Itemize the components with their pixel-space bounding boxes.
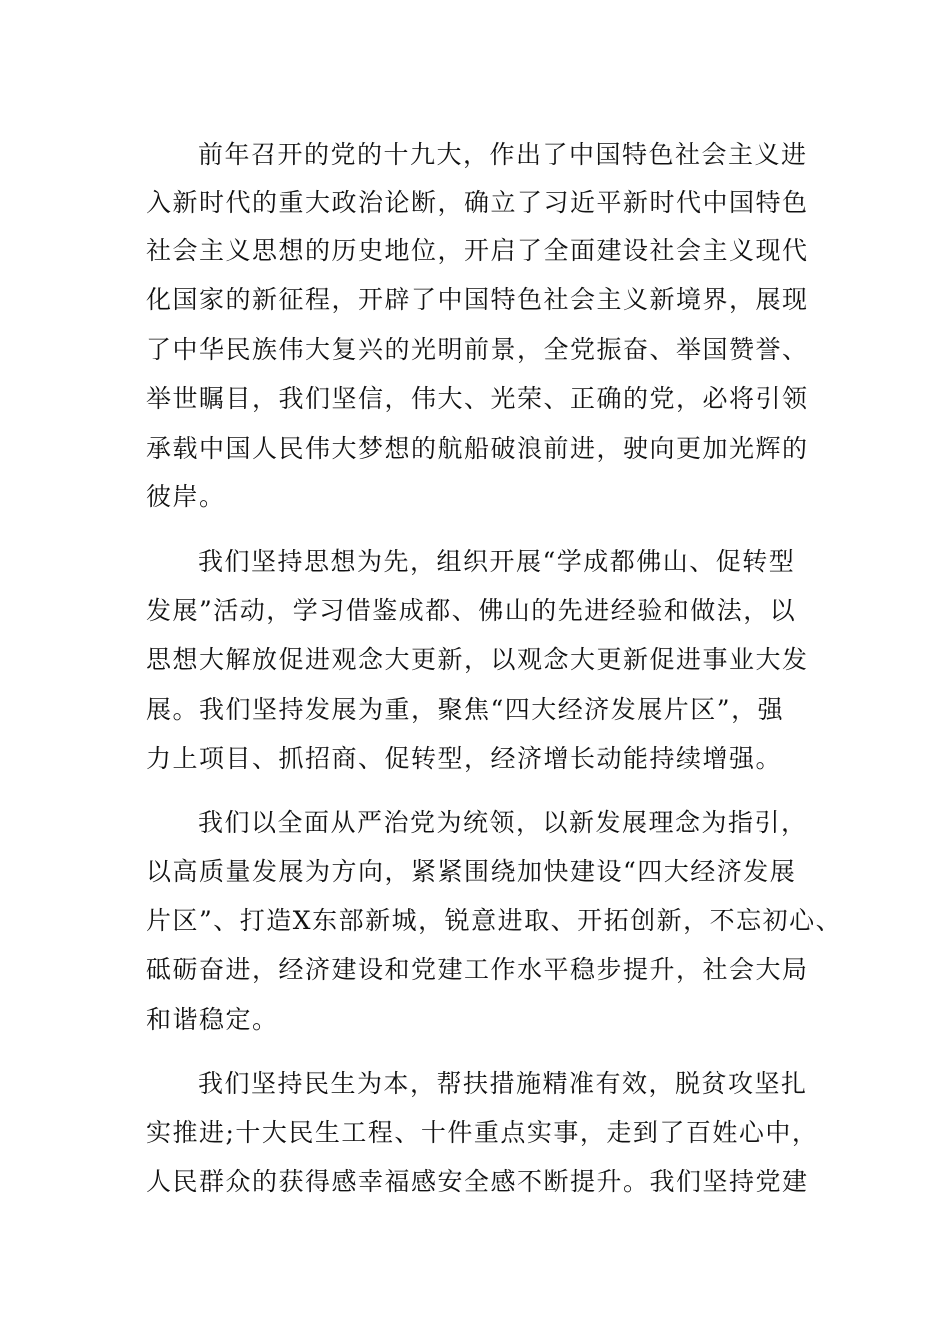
- text-line: 人民群众的获得感幸福感安全感不断提升。我们坚持党建: [146, 1167, 809, 1196]
- text-line: 社会主义思想的历史地位，开启了全面建设社会主义现代: [146, 236, 809, 265]
- text-line: 前年召开的党的十九大，作出了中国特色社会主义进: [198, 140, 808, 169]
- text-line: 实推进;十大民生工程、十件重点实事，走到了百姓心中，: [146, 1118, 819, 1147]
- text-line: 我们以全面从严治党为统领，以新发展理念为指引，: [198, 808, 808, 837]
- text-line: 力上项目、抓招商、促转型，经济增长动能持续增强。: [146, 744, 783, 773]
- text-line: 化国家的新征程，开辟了中国特色社会主义新境界，展现: [146, 285, 809, 314]
- text-line: 思想大解放促进观念大更新，以观念大更新促进事业大发: [146, 645, 809, 674]
- text-line: 我们坚持民生为本，帮扶措施精准有效，脱贫攻坚扎: [198, 1069, 808, 1098]
- text-line: 承载中国人民伟大梦想的航船破浪前进，驶向更加光辉的: [146, 434, 809, 463]
- text-line: 了中华民族伟大复兴的光明前景，全党振奋、举国赞誉、: [146, 335, 809, 364]
- text-line: 展。我们坚持发展为重，聚焦“四大经济发展片区”，强: [146, 695, 785, 724]
- text-line: 入新时代的重大政治论断，确立了习近平新时代中国特色: [146, 188, 809, 217]
- text-line: 我们坚持思想为先，组织开展“学成都佛山、促转型: [198, 547, 796, 576]
- text-line: 片区”、打造X东部新城，锐意进取、开拓创新，不忘初心、: [146, 906, 843, 935]
- text-line: 彼岸。: [146, 482, 226, 511]
- text-line: 发展”活动，学习借鉴成都、佛山的先进经验和做法，以: [146, 596, 797, 625]
- text-line: 砥砺奋进，经济建设和党建工作水平稳步提升，社会大局: [146, 955, 809, 984]
- text-line: 举世瞩目，我们坚信，伟大、光荣、正确的党，必将引领: [146, 384, 809, 413]
- text-line: 和谐稳定。: [146, 1005, 279, 1034]
- text-line: 以高质量发展为方向，紧紧围绕加快建设“四大经济发展: [146, 857, 797, 886]
